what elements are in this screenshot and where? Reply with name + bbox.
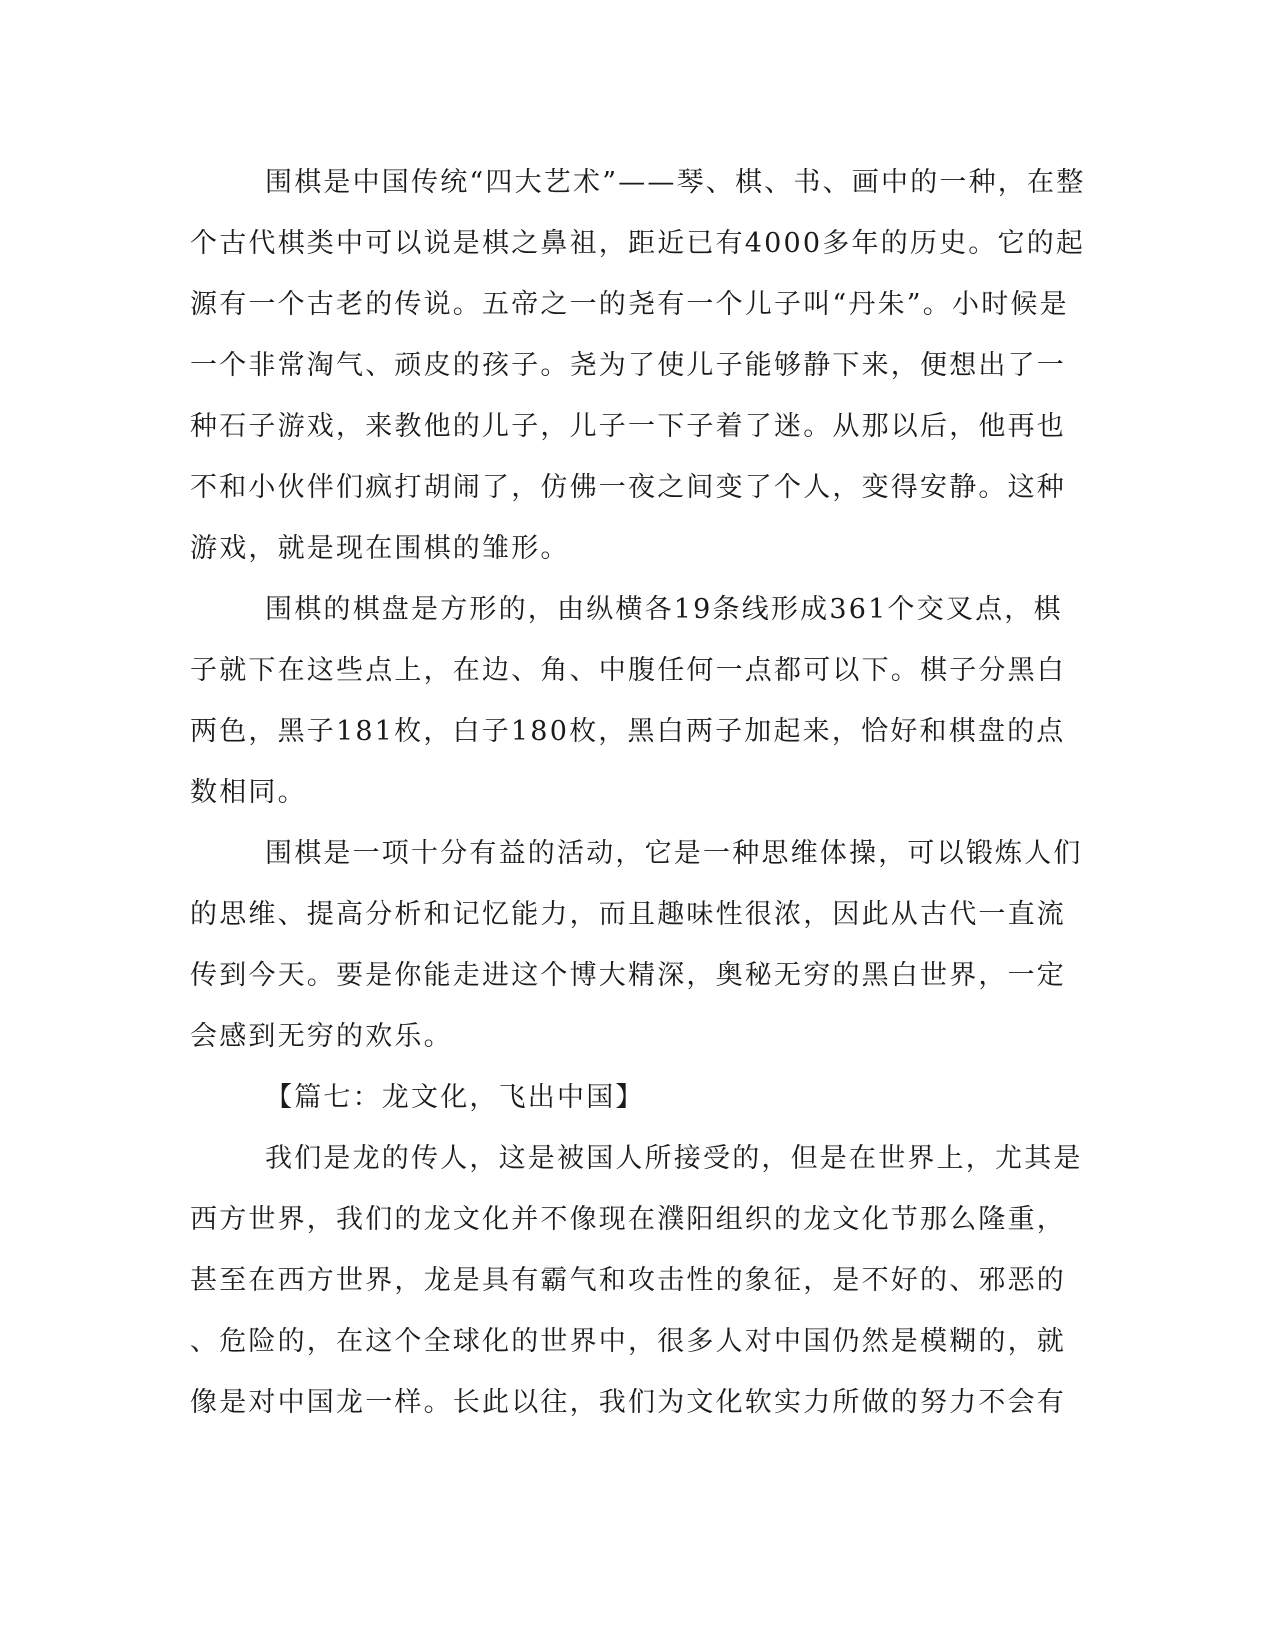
text-line: 两色，黑子181枚，白子180枚，黑白两子加起来，恰好和棋盘的点 <box>190 716 1066 747</box>
text-line: 游戏，就是现在围棋的雏形。 <box>190 533 570 564</box>
text-line: 围棋是中国传统“四大艺术”——琴、棋、书、画中的一种，在整 <box>265 167 1086 198</box>
text-line: 传到今天。要是你能走进这个博大精深，奥秘无穷的黑白世界，一定 <box>190 960 1066 991</box>
text-line: 不和小伙伴们疯打胡闹了，仿佛一夜之间变了个人，变得安静。这种 <box>190 472 1066 503</box>
text-line: 围棋的棋盘是方形的，由纵横各19条线形成361个交叉点，棋 <box>265 594 1063 625</box>
text-line: 数相同。 <box>190 777 307 808</box>
text-line: 西方世界，我们的龙文化并不像现在濮阳组织的龙文化节那么隆重， <box>190 1204 1066 1235</box>
article-body <box>190 152 1090 1433</box>
text-line: 源有一个古老的传说。五帝之一的尧有一个儿子叫“丹朱”。小时候是 <box>190 289 1069 320</box>
text-line: 围棋是一项十分有益的活动，它是一种思维体操，可以锻炼人们 <box>265 838 1083 869</box>
text-line: 像是对中国龙一样。长此以往，我们为文化软实力所做的努力不会有 <box>190 1387 1066 1418</box>
text-line: 一个非常淘气、顽皮的孩子。尧为了使儿子能够静下来，便想出了一 <box>190 350 1066 381</box>
text-line: 我们是龙的传人，这是被国人所接受的，但是在世界上，尤其是 <box>265 1143 1083 1174</box>
text-line: 个古代棋类中可以说是棋之鼻祖，距近已有4000多年的历史。它的起 <box>190 228 1086 259</box>
section-heading: 【篇七：龙文化，飞出中国】 <box>265 1082 645 1113</box>
text-line: 会感到无穷的欢乐。 <box>190 1021 453 1052</box>
text-line: 的思维、提高分析和记忆能力，而且趣味性很浓，因此从古代一直流 <box>190 899 1066 930</box>
text-line: 种石子游戏，来教他的儿子，儿子一下子着了迷。从那以后，他再也 <box>190 411 1066 442</box>
text-line: 甚至在西方世界，龙是具有霸气和攻击性的象征，是不好的、邪恶的 <box>190 1265 1066 1296</box>
text-line: 、危险的，在这个全球化的世界中，很多人对中国仍然是模糊的，就 <box>190 1326 1066 1357</box>
text-line: 子就下在这些点上，在边、角、中腹任何一点都可以下。棋子分黑白 <box>190 655 1066 686</box>
